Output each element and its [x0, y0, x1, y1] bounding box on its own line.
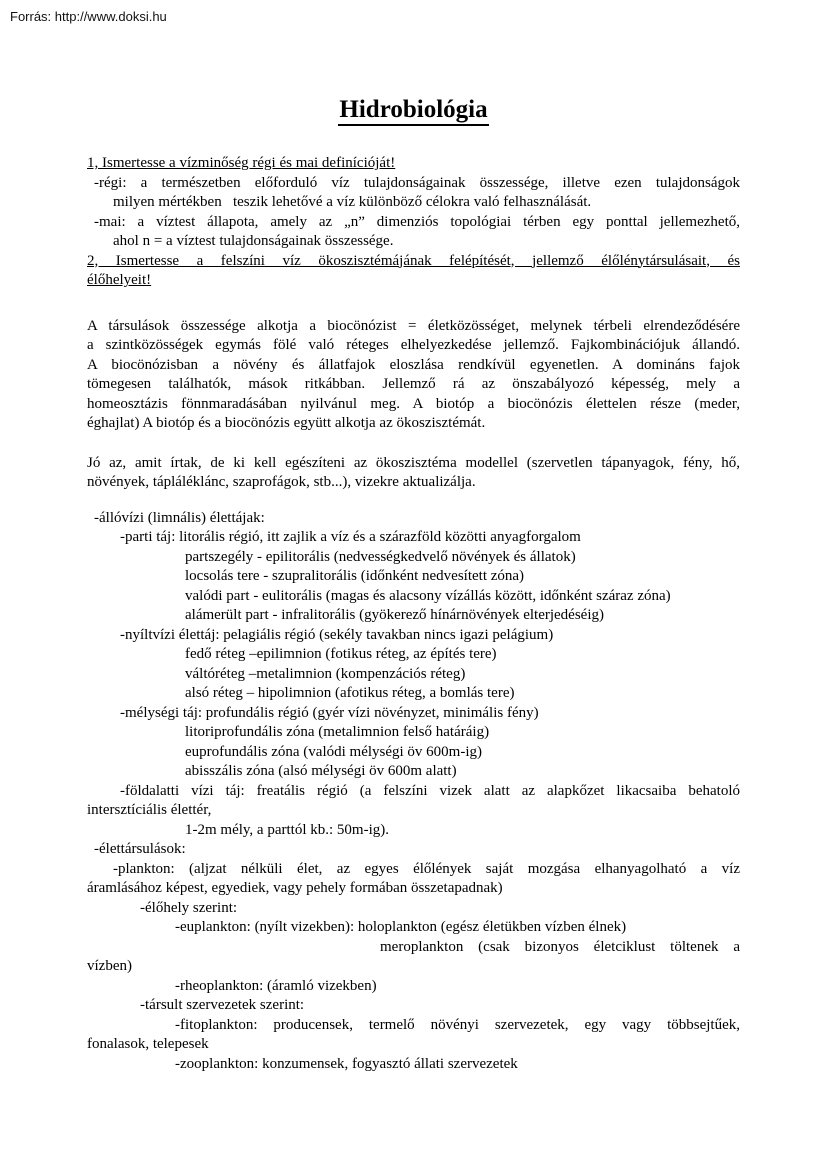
doc-line: tömegesen találhatók, mások ritkábban. Jellemző rá az önszabályozó képesség, mely a: [87, 376, 740, 392]
doc-line: -állóvízi (limnális) élettájak:: [94, 509, 265, 526]
doc-line: -élettársulások:: [94, 841, 186, 857]
doc-line: abisszális zóna (alsó mélységi öv 600m alatt): [185, 763, 457, 779]
doc-line: -társult szervezetek szerint:: [140, 997, 305, 1013]
doc-line: -euplankton: (nyílt vizekben): holoplankton (egész életükben vízben élnek): [175, 919, 627, 935]
source-url-note: Forrás: http://www.doksi.hu: [10, 9, 167, 24]
doc-line: A társulások összessége alkotja a biocönózist = életközösséget, melynek térbeli elrendeződésére: [87, 317, 740, 334]
doc-line: partszegély - epilitorális (nedvességkedvelő növények és állatok): [185, 548, 576, 565]
question-1-heading: 1, Ismertesse a vízminőség régi és mai definícióját!: [87, 155, 396, 171]
document-body: [87, 95, 740, 1074]
doc-line: alsó réteg – hipolimnion (afotikus réteg, a bomlás tere): [185, 685, 515, 701]
question-2-heading-line-2: élőhelyeit!: [87, 272, 152, 288]
doc-line: milyen mértékben teszik lehetővé a víz különböző célokra való felhasználását.: [113, 194, 592, 210]
doc-line: -plankton: (aljzat nélküli élet, az egyes élőlények saját mozgása elhanyagolható a víz: [113, 860, 740, 877]
doc-line: -rheoplankton: (áramló vizekben): [175, 977, 377, 994]
doc-line: Jó az, amit írtak, de ki kell egészíteni az ökoszisztéma modellel (szervetlen tápanyagok, fény, hő,: [87, 454, 740, 471]
doc-line: euprofundális zóna (valódi mélységi öv 600m-ig): [185, 743, 483, 760]
doc-line: -zooplankton: konzumensek, fogyasztó állati szervezetek: [175, 1055, 518, 1072]
doc-line: -földalatti vízi táj: freatális régió (a felszíni vizek alatt az alapkőzet likacsaiba behatoló: [120, 782, 740, 799]
doc-line: ahol n = a víztest tulajdonságainak összessége.: [113, 233, 394, 249]
doc-line: éghajlat) A biotóp és a biocönózis együtt alkotja az ökoszisztémát.: [87, 415, 486, 431]
doc-line: A biocönózisban a növény és állatfajok eloszlása rendkívül egyenetlen. A domináns fajok: [87, 356, 740, 373]
page-title-text: Hidrobiológia: [338, 96, 488, 126]
doc-line: fonalasok, telepesek: [87, 1036, 209, 1052]
doc-line: -fitoplankton: producensek, termelő növényi szervezetek, egy vagy többsejtűek,: [175, 1016, 740, 1033]
doc-line: homeosztázis fönnmaradásában nyilvánul meg. A biotóp a biocönózis élettelen része (meder,: [87, 395, 740, 412]
doc-line: intersztíciális élettér,: [87, 802, 212, 818]
doc-line: -mélységi táj: profundális régió (gyér vízi növényzet, minimális fény): [120, 704, 539, 721]
doc-line: -nyíltvízi élettáj: pelagiális régió (sekély tavakban nincs igazi pelágium): [120, 626, 554, 643]
doc-line: 1-2m mély, a parttól kb.: 50m-ig).: [185, 821, 389, 838]
question-2-heading-line-1: 2, Ismertesse a felszíni víz ökoszisztémájának felépítését, jellemző élőlénytársulásait, és: [87, 252, 740, 269]
page-title: [87, 95, 740, 128]
doc-line: alámerült part - infralitorális (gyökerező hínárnövények elterjedéséig): [185, 607, 604, 623]
doc-line: meroplankton (csak bizonyos életciklust töltenek a: [380, 938, 740, 955]
doc-line: locsolás tere - szupralitorális (időnként nedvesített zóna): [185, 568, 525, 584]
doc-line: vízben): [87, 958, 132, 974]
doc-line: -régi: a természetben előforduló víz tulajdonságainak összessége, illetve ezen tulajdonságok: [94, 174, 740, 191]
doc-line: a szintközösségek egymás fölé való réteges elhelyezkedése jellemző. Fajkombinációjuk állandó.: [87, 337, 740, 353]
doc-line: valódi part - eulitorális (magas és alacsony vízállás között, időnként száraz zóna): [185, 587, 671, 604]
doc-line: áramlásához képest, egyediek, vagy pehely formában összetapadnak): [87, 880, 503, 896]
doc-line: váltóréteg –metalimnion (kompenzációs réteg): [185, 665, 466, 682]
doc-line: -mai: a víztest állapota, amely az „n” dimenziós topológiai térben egy ponttal jellemezhető,: [94, 213, 740, 230]
doc-line: litoriprofundális zóna (metalimnion felső határáig): [185, 724, 490, 740]
doc-line: növények, tápláléklánc, szaprofágok, stb...), vizekre aktualizálja.: [87, 474, 476, 490]
doc-line: fedő réteg –epilimnion (fotikus réteg, az építés tere): [185, 646, 497, 662]
doc-line: -élőhely szerint:: [140, 899, 238, 916]
doc-line: -parti táj: litorális régió, itt zajlik a víz és a szárazföld közötti anyagforgalom: [120, 529, 581, 545]
